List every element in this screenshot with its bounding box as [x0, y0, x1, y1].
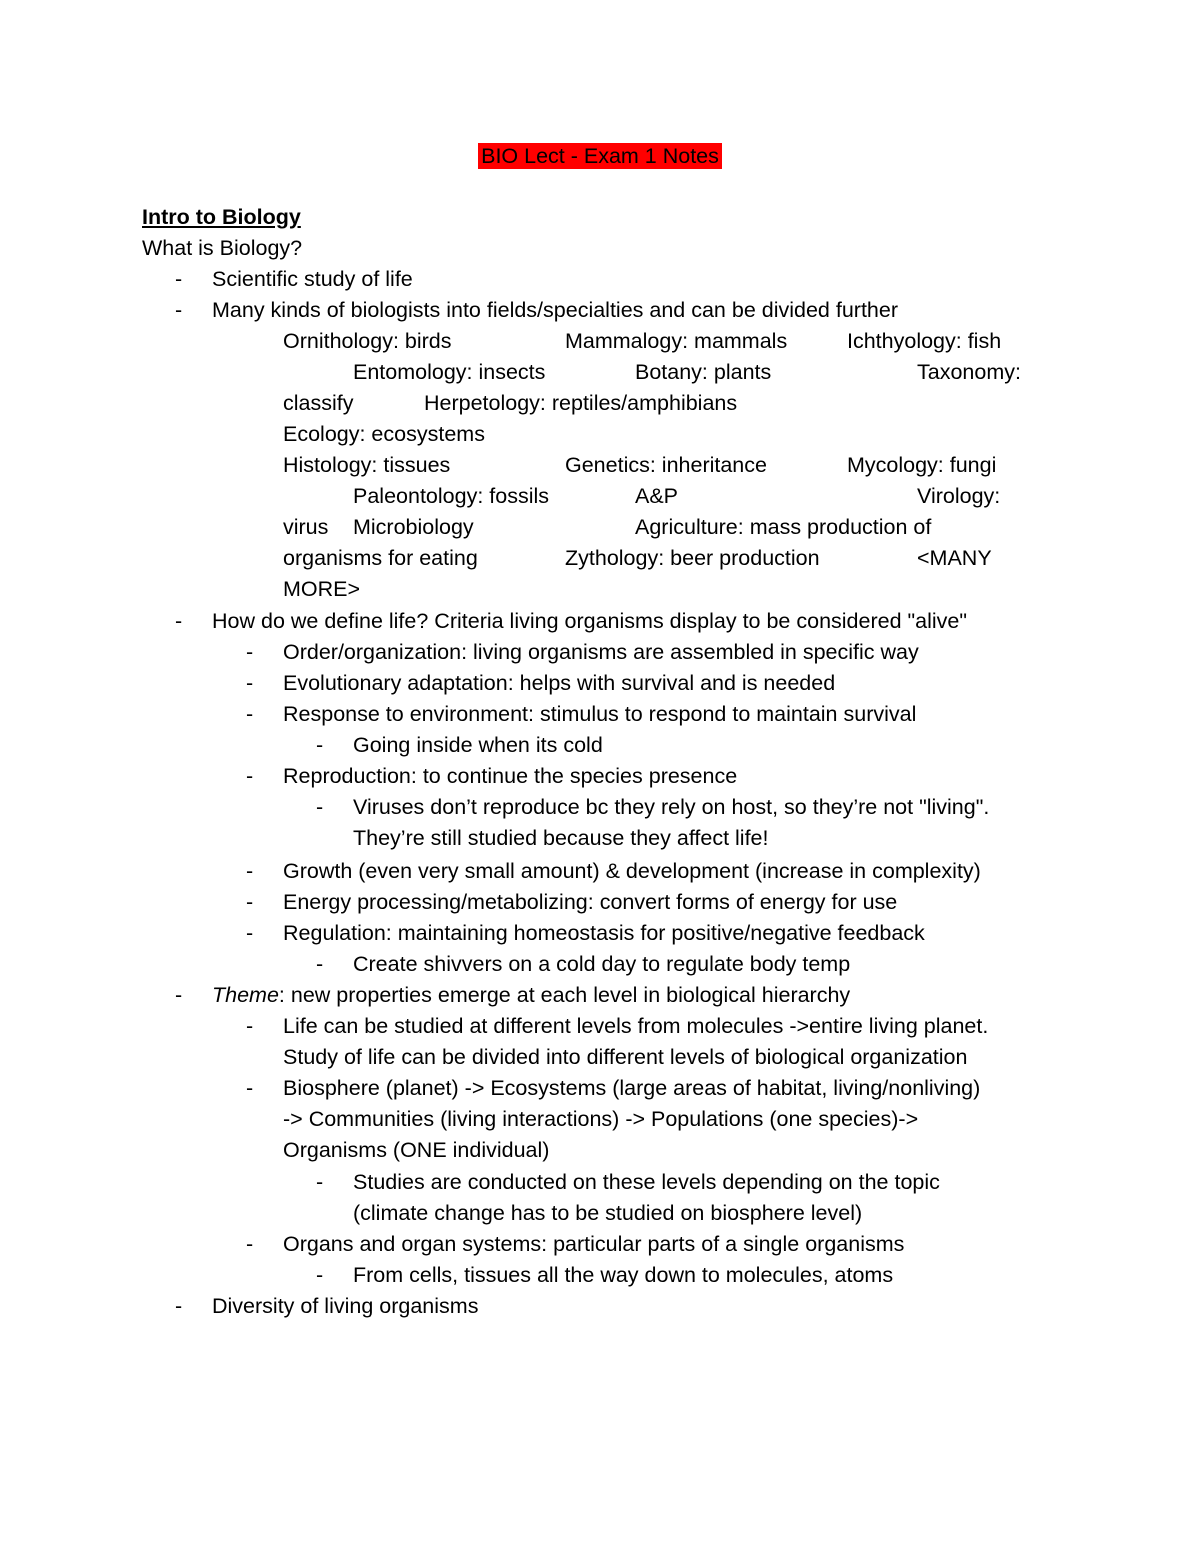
field-text: Taxonomy: [917, 360, 1021, 384]
bullet-text: Studies are conducted on these levels depending on the topic [353, 1170, 940, 1194]
bullet-item [0, 980, 1200, 1011]
field-text: Botany: plants [635, 360, 772, 384]
bullet-text: Evolutionary adaptation: helps with survival and is needed [283, 671, 836, 695]
sub-bullet-item [0, 918, 1200, 949]
bullet-text: Life can be studied at different levels from molecules ->entire living planet. [283, 1014, 989, 1038]
field-text: Herpetology: reptiles/amphibians [424, 391, 738, 415]
continuation-line [0, 1198, 1200, 1229]
bullet-text: Regulation: maintaining homeostasis for positive/negative feedback [283, 921, 925, 945]
field-text: organisms for eating [283, 546, 478, 570]
sub-bullet-item [0, 1011, 1200, 1042]
dash-marker: - [316, 733, 324, 757]
bullet-text: Reproduction: to continue the species presence [283, 764, 738, 788]
bullet-text: From cells, tissues all the way down to molecules, atoms [353, 1263, 894, 1287]
bullet-item [0, 606, 1200, 637]
fields-row [0, 326, 1200, 357]
dash-marker: - [316, 795, 324, 819]
title-line [0, 141, 1200, 172]
sub-sub-bullet-item [0, 1260, 1200, 1291]
sub-bullet-item [0, 668, 1200, 699]
continuation-line [0, 823, 1200, 854]
dash-marker: - [175, 267, 183, 291]
bullet-text: Create shivvers on a cold day to regulate body temp [353, 952, 851, 976]
dash-marker: - [175, 1294, 183, 1318]
dash-marker: - [246, 890, 254, 914]
theme-rest: : new properties emerge at each level in biological hierarchy [278, 983, 851, 1007]
field-text: Histology: tissues [283, 453, 451, 477]
field-text: Genetics: inheritance [565, 453, 767, 477]
dash-marker: - [246, 671, 254, 695]
dash-marker: - [246, 1232, 254, 1256]
sub-bullet-item [0, 1229, 1200, 1260]
bullet-text: Scientific study of life [212, 267, 413, 291]
bullet-text: Order/organization: living organisms are assembled in specific way [283, 640, 919, 664]
field-text: A&P [635, 484, 679, 508]
field-text: Agriculture: mass production of [635, 515, 932, 539]
dash-marker: - [316, 1170, 324, 1194]
field-text: MORE> [283, 577, 361, 601]
bullet-text: How do we define life? Criteria living organisms display to be considered "alive" [212, 609, 967, 633]
dash-marker: - [246, 764, 254, 788]
fields-row [0, 574, 1200, 605]
fields-row [0, 388, 1200, 419]
field-text: Ichthyology: fish [847, 329, 1002, 353]
fields-row [0, 481, 1200, 512]
bullet-text: (climate change has to be studied on biosphere level) [353, 1201, 863, 1225]
field-text: Ornithology: birds [283, 329, 452, 353]
field-text: Entomology: insects [353, 360, 546, 384]
sub-sub-bullet-item [0, 1167, 1200, 1198]
fields-row [0, 357, 1200, 388]
field-text: <MANY [917, 546, 992, 570]
field-text: Virology: [917, 484, 1001, 508]
bullet-text: Many kinds of biologists into fields/specialties and can be divided further [212, 298, 898, 322]
field-text: Zythology: beer production [565, 546, 820, 570]
field-text: Mammalogy: mammals [565, 329, 788, 353]
sub-bullet-item [0, 699, 1200, 730]
sub-bullet-item [0, 637, 1200, 668]
bullet-text: Viruses don’t reproduce bc they rely on host, so they’re not "living". [353, 795, 990, 819]
sub-bullet-item [0, 887, 1200, 918]
theme-word: Theme [212, 983, 279, 1007]
bullet-item [0, 1291, 1200, 1322]
continuation-line [0, 1104, 1200, 1135]
field-text: Mycology: fungi [847, 453, 997, 477]
section-heading: Intro to Biology [142, 205, 301, 229]
question-line [0, 233, 1200, 264]
bullet-text: They’re still studied because they affect life! [353, 826, 769, 850]
bullet-text: Growth (even very small amount) & development (increase in complexity) [283, 859, 981, 883]
fields-row [0, 450, 1200, 481]
dash-marker: - [246, 859, 254, 883]
dash-marker: - [175, 609, 183, 633]
sub-sub-bullet-item [0, 730, 1200, 761]
dash-marker: - [246, 640, 254, 664]
dash-marker: - [316, 1263, 324, 1287]
continuation-line [0, 1042, 1200, 1073]
bullet-text: Study of life can be divided into different levels of biological organization [283, 1045, 968, 1069]
bullet-text: Organisms (ONE individual) [283, 1138, 550, 1162]
bullet-text: -> Communities (living interactions) -> Populations (one species)-> [283, 1107, 919, 1131]
heading-line [0, 202, 1200, 233]
dash-marker: - [175, 298, 183, 322]
field-text: Paleontology: fossils [353, 484, 549, 508]
dash-marker: - [246, 702, 254, 726]
document-title: BIO Lect - Exam 1 Notes [478, 143, 722, 169]
sub-bullet-item [0, 1073, 1200, 1104]
bullet-text: Response to environment: stimulus to respond to maintain survival [283, 702, 917, 726]
field-text: Microbiology [353, 515, 474, 539]
fields-row [0, 419, 1200, 450]
bullet-text: Biosphere (planet) -> Ecosystems (large areas of habitat, living/nonliving) [283, 1076, 981, 1100]
field-text: virus [283, 515, 329, 539]
bullet-text [212, 980, 850, 1011]
sub-bullet-item [0, 856, 1200, 887]
dash-marker: - [246, 921, 254, 945]
field-text: Ecology: ecosystems [283, 422, 485, 446]
bullet-text: Organs and organ systems: particular parts of a single organisms [283, 1232, 905, 1256]
question-text: What is Biology? [142, 236, 303, 260]
dash-marker: - [316, 952, 324, 976]
bullet-text: Diversity of living organisms [212, 1294, 479, 1318]
fields-row [0, 512, 1200, 543]
dash-marker: - [246, 1076, 254, 1100]
fields-row [0, 543, 1200, 574]
bullet-item [0, 295, 1200, 326]
bullet-text: Going inside when its cold [353, 733, 603, 757]
dash-marker: - [246, 1014, 254, 1038]
dash-marker: - [175, 983, 183, 1007]
sub-bullet-item [0, 761, 1200, 792]
continuation-line [0, 1135, 1200, 1166]
sub-sub-bullet-item [0, 792, 1200, 823]
bullet-text: Energy processing/metabolizing: convert forms of energy for use [283, 890, 898, 914]
bullet-item [0, 264, 1200, 295]
sub-sub-bullet-item [0, 949, 1200, 980]
field-text: classify [283, 391, 354, 415]
